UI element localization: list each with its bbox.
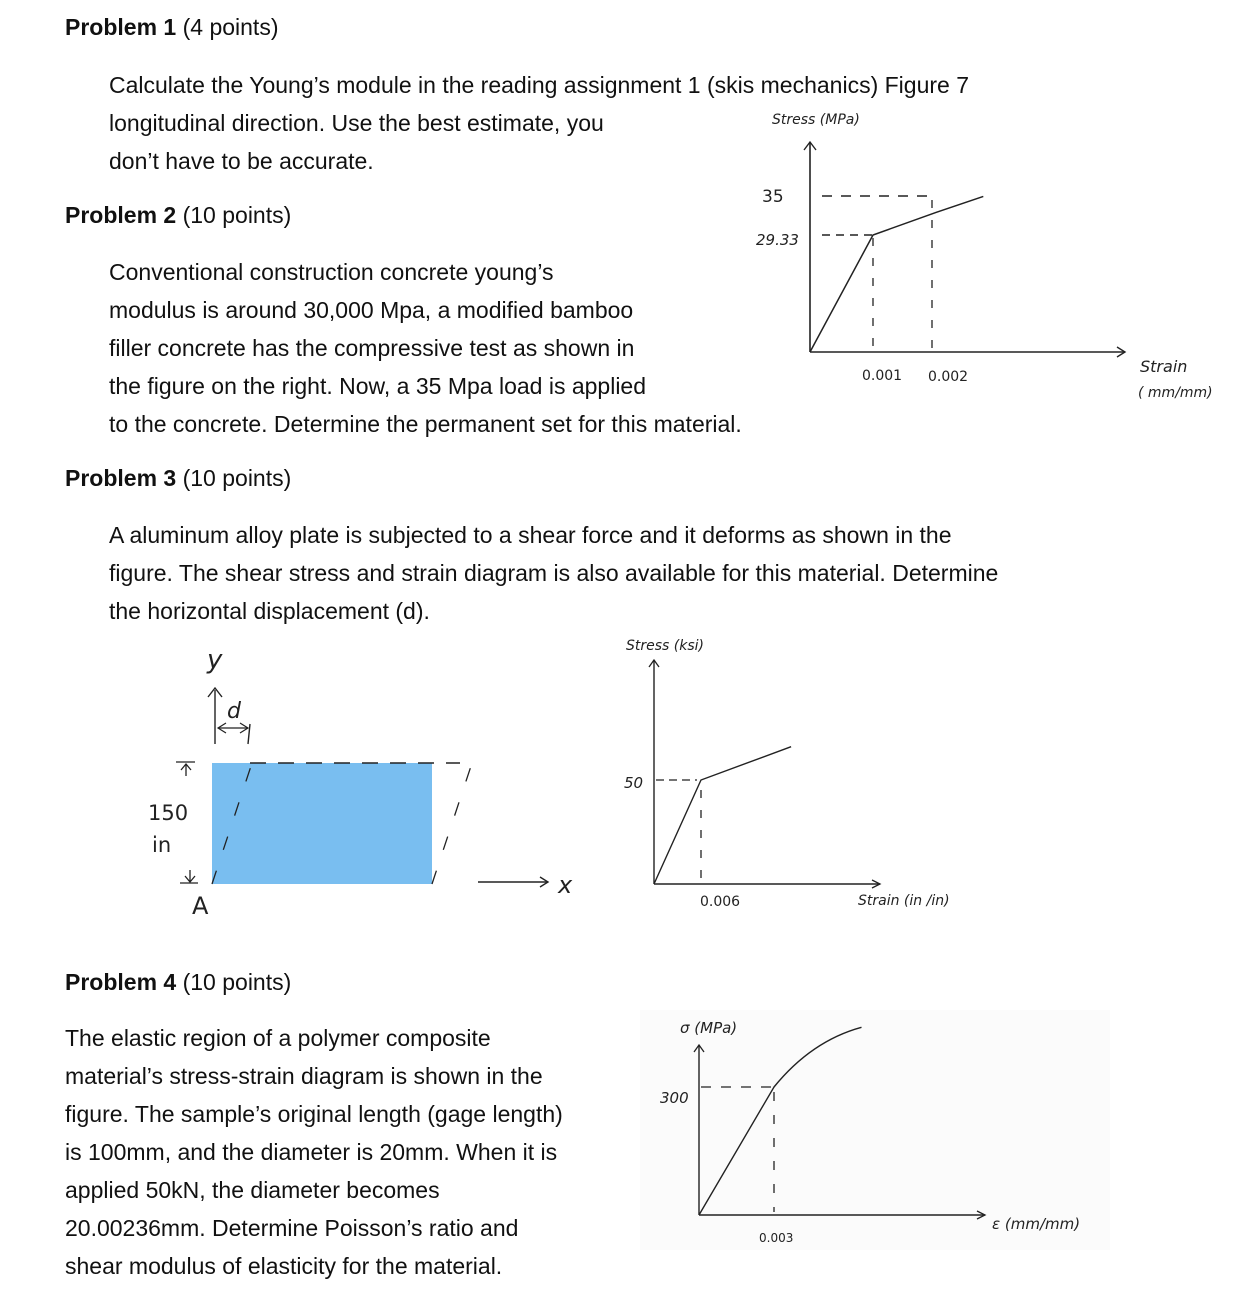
p4-ylabel: σ (MPa) [680, 1019, 738, 1037]
p2-xtick-0002: 0.002 [928, 369, 969, 385]
p3-ylabel: Stress (ksi) [626, 638, 704, 654]
p2-xtick-0001: 0.001 [862, 368, 903, 384]
p2-ytick-35: 35 [762, 187, 784, 207]
p3-xtick-0006: 0.006 [700, 894, 741, 910]
p2-ytick-29: 29.33 [756, 231, 799, 249]
p2-xlabel-1: Strain [1140, 357, 1188, 376]
problem-2-text: Conventional construction concrete young’s modulus is around 30,000 Mpa, a modified bamboo filler concrete has the compressive test as shown in the figure on the right. Now, a 35 Mpa load is applied to the concrete. Determine the permanent set for this material. [109, 259, 742, 437]
p4-ytick-300: 300 [660, 1089, 689, 1107]
p4-chart-background [640, 1010, 1110, 1250]
x-axis-label: x [558, 871, 573, 899]
problem-3-heading: Problem 3 (10 points) [65, 465, 292, 491]
p4-xtick-0003: 0.003 [759, 1231, 794, 1245]
problem-2-heading: Problem 2 (10 points) [65, 202, 292, 228]
p3-ytick-50: 50 [624, 774, 644, 792]
plate-y-axis-label: y [207, 645, 223, 675]
p2-xlabel-2: ( mm/mm) [1138, 385, 1213, 401]
height-value: 150 [148, 801, 189, 825]
problem-4-text: The elastic region of a polymer composite material’s stress-strain diagram is shown in the figure. The sample’s original length (gage length) is 100mm, and the diameter is 20mm. When it is applied 50kN, the diameter becomes 20.00236mm. Determine Poisson’s ratio and shear modulus of elasticity for the material. [65, 1025, 563, 1279]
p3-xlabel: Strain (in /in) [858, 893, 950, 909]
p4-xlabel: ε (mm/mm) [992, 1215, 1081, 1233]
height-unit: in [152, 833, 172, 857]
problem-1-text: Calculate the Young’s module in the reading assignment 1 (skis mechanics) Figure 7 longitudinal direction. Use the best estimate, you don’t have to be accurate. [109, 72, 970, 174]
d-label: d [227, 699, 241, 724]
problem-1-heading: Problem 1 (4 points) [65, 14, 279, 40]
problem-4-heading: Problem 4 (10 points) [65, 969, 292, 995]
p2-ylabel: Stress (MPa) [772, 112, 860, 128]
point-a-label: A [192, 892, 209, 920]
problem-3-text: A aluminum alloy plate is subjected to a shear force and it deforms as shown in the figure. The shear stress and strain diagram is also available for this material. Determine the horizontal displacement (d). [109, 522, 999, 624]
